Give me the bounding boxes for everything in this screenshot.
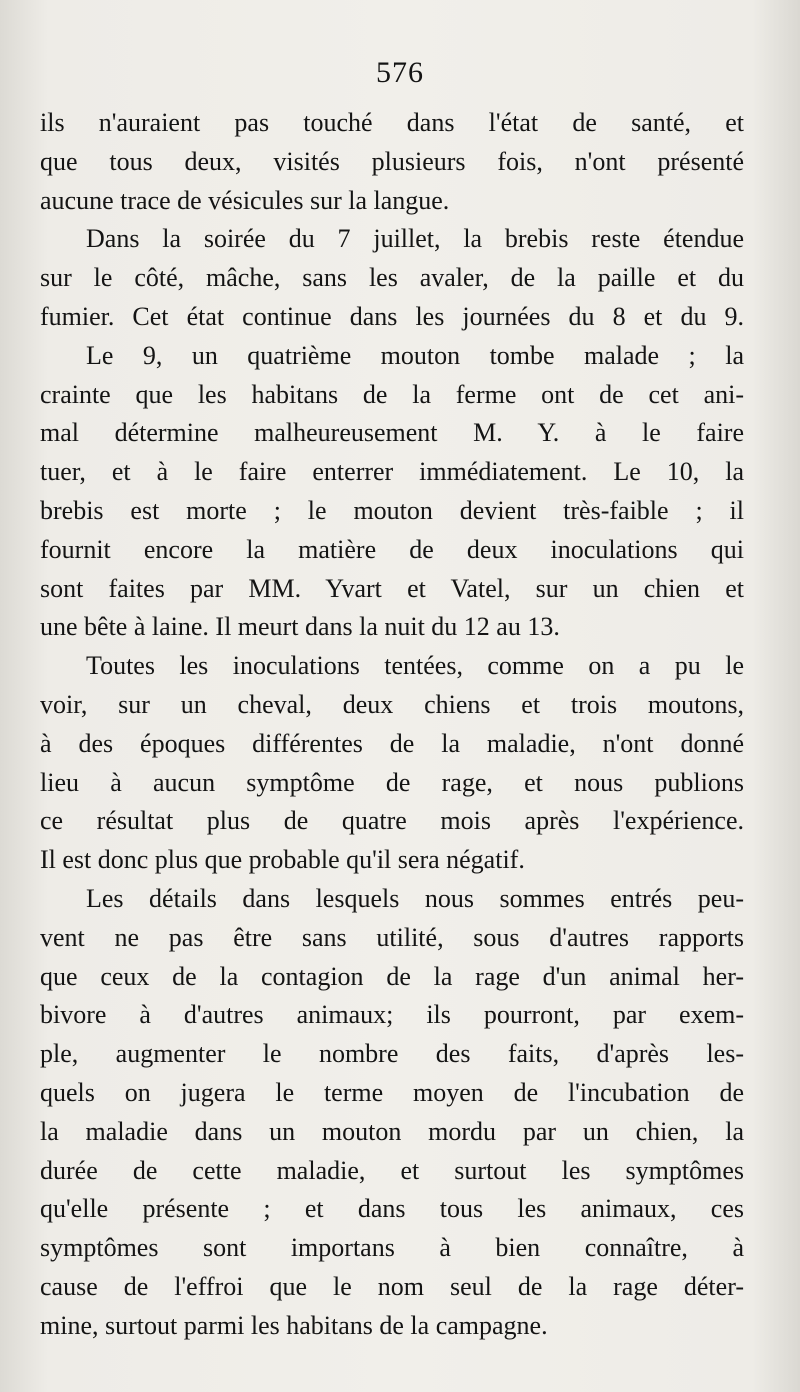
text-line: sur le côté, mâche, sans les avaler, de la paille et du — [40, 263, 744, 293]
text-line: fumier. Cet état continue dans les journées du 8 et du 9. — [40, 301, 744, 331]
text-line: vent ne pas être sans utilité, sous d'autres rapports — [40, 922, 744, 952]
text-line: une bête à laine. Il meurt dans la nuit du 12 au 13. — [40, 612, 560, 642]
text-line: bivore à d'autres animaux; ils pourront, par exem- — [40, 1000, 744, 1030]
text-line: que tous deux, visités plusieurs fois, n'ont présenté — [40, 146, 744, 176]
text-line: Dans la soirée du 7 juillet, la brebis reste étendue — [86, 224, 744, 254]
text-line: fournit encore la matière de deux inoculations qui — [40, 534, 744, 564]
text-line: voir, sur un cheval, deux chiens et trois moutons, — [40, 689, 744, 719]
text-line: Il est donc plus que probable qu'il sera négatif. — [40, 845, 525, 875]
text-line: mal détermine malheureusement M. Y. à le faire — [40, 418, 744, 448]
text-line: durée de cette maladie, et surtout les symptômes — [40, 1155, 744, 1185]
text-line: à des époques différentes de la maladie, n'ont donné — [40, 728, 744, 758]
body-text — [40, 104, 744, 1346]
text-line: Les détails dans lesquels nous sommes entrés peu- — [86, 883, 744, 913]
text-line: aucune trace de vésicules sur la langue. — [40, 185, 450, 215]
text-line: ce résultat plus de quatre mois après l'expérience. — [40, 806, 744, 836]
text-line: mine, surtout parmi les habitans de la campagne. — [40, 1310, 548, 1340]
text-line: ils n'auraient pas touché dans l'état de santé, et — [40, 108, 744, 137]
text-line: qu'elle présente ; et dans tous les animaux, ces — [40, 1194, 744, 1224]
text-line: que ceux de la contagion de la rage d'un animal her- — [40, 961, 744, 991]
text-line: crainte que les habitans de la ferme ont de cet ani- — [40, 379, 744, 409]
text-line: tuer, et à le faire enterrer immédiatement. Le 10, la — [40, 457, 744, 487]
text-line: brebis est morte ; le mouton devient très-faible ; il — [40, 495, 744, 525]
text-line: Le 9, un quatrième mouton tombe malade ; la — [86, 340, 744, 370]
text-line: Toutes les inoculations tentées, comme on a pu le — [86, 651, 744, 681]
text-line: la maladie dans un mouton mordu par un chien, la — [40, 1116, 744, 1146]
text-line: lieu à aucun symptôme de rage, et nous publions — [40, 767, 744, 797]
text-line: quels on jugera le terme moyen de l'incubation de — [40, 1077, 744, 1107]
text-line: cause de l'effroi que le nom seul de la rage déter- — [40, 1271, 744, 1301]
page-number: 576 — [376, 56, 424, 89]
text-line: symptômes sont importans à bien connaître, à — [40, 1233, 744, 1263]
text-line: ple, augmenter le nombre des faits, d'après les- — [40, 1039, 744, 1069]
text-line: sont faites par MM. Yvart et Vatel, sur un chien et — [40, 573, 744, 603]
